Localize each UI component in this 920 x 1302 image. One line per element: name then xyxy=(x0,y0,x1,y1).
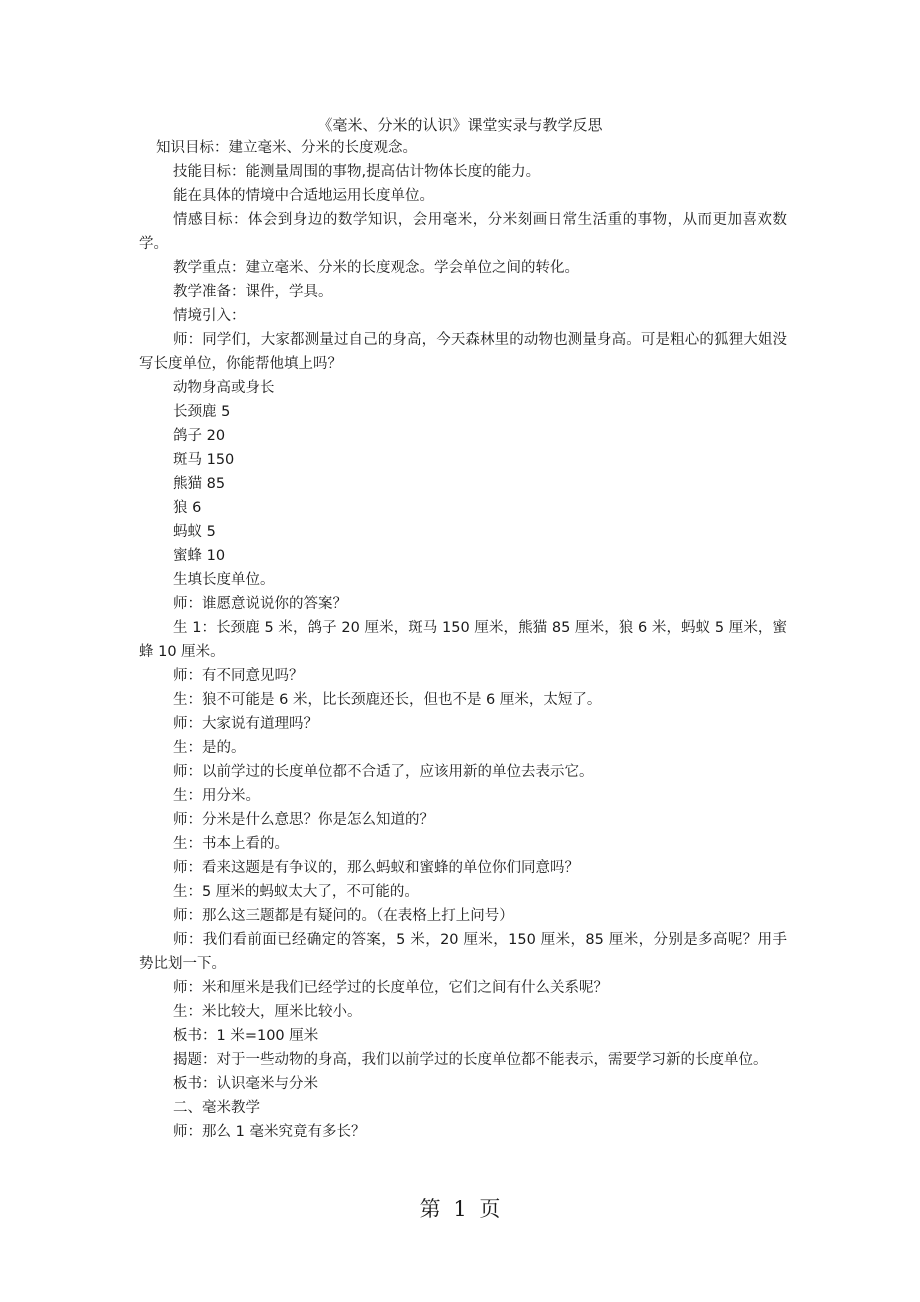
paragraph: 师：以前学过的长度单位都不合适了，应该用新的单位去表示它。 xyxy=(173,764,594,780)
paragraph: 师：同学们，大家都测量过自己的身高，今天森林里的动物也测量身高。可是粗心的狐狸大姐没写长度单位，你能帮他填上吗？ xyxy=(139,332,787,372)
paragraph: 板书：认识毫米与分米 xyxy=(173,1076,318,1092)
paragraph: 板书：1 米=100 厘米 xyxy=(173,1028,319,1044)
page-number: 第 1 页 xyxy=(419,1197,501,1221)
paragraph: 师：那么这三题都是有疑问的。（在表格上打上问号） xyxy=(173,908,514,924)
paragraph: 生：是的。 xyxy=(173,740,246,756)
paragraph: 师：大家说有道理吗？ xyxy=(173,716,318,732)
paragraph: 生：5 厘米的蚂蚁太大了，不可能的。 xyxy=(173,884,419,900)
paragraph: 情感目标：体会到身边的数学知识，会用毫米，分米刻画日常生活重的事物，从而更加喜欢数学。 xyxy=(139,212,787,252)
list-item: 鸽子 20 xyxy=(173,428,226,444)
paragraph: 知识目标：建立毫米、分米的长度观念。 xyxy=(156,140,417,156)
paragraph: 生：狼不可能是 6 米，比长颈鹿还长，但也不是 6 厘米，太短了。 xyxy=(173,692,602,708)
document-body xyxy=(139,136,787,1144)
list-item: 蜜蜂 10 xyxy=(173,548,226,564)
paragraph: 师：米和厘米是我们已经学过的长度单位，它们之间有什么关系呢？ xyxy=(173,980,608,996)
list-item: 熊猫 85 xyxy=(173,476,226,492)
paragraph: 师：那么 1 毫米究竟有多长？ xyxy=(173,1124,366,1140)
section-heading: 二、毫米教学 xyxy=(173,1100,260,1116)
paragraph: 揭题：对于一些动物的身高，我们以前学过的长度单位都不能表示，需要学习新的长度单位。 xyxy=(173,1052,768,1068)
paragraph: 生 1：长颈鹿 5 米，鸽子 20 厘米，斑马 150 厘米，熊猫 85 厘米，狼 6 米，蚂蚁 5 厘米，蜜蜂 10 厘米。 xyxy=(139,620,787,660)
paragraph: 技能目标：能测量周围的事物,提高估计物体长度的能力。 xyxy=(173,164,541,180)
paragraph: 师：谁愿意说说你的答案？ xyxy=(173,596,347,612)
paragraph: 生：书本上看的。 xyxy=(173,836,289,852)
list-item: 长颈鹿 5 xyxy=(173,404,231,420)
paragraph: 生填长度单位。 xyxy=(173,572,275,588)
paragraph: 教学重点：建立毫米、分米的长度观念。学会单位之间的转化。 xyxy=(173,260,579,276)
paragraph: 教学准备：课件，学具。 xyxy=(173,284,333,300)
paragraph: 生：米比较大，厘米比较小。 xyxy=(173,1004,362,1020)
paragraph: 师：有不同意见吗？ xyxy=(173,668,304,684)
paragraph: 能在具体的情境中合适地运用长度单位。 xyxy=(173,188,434,204)
paragraph: 情境引入： xyxy=(173,308,246,324)
list-item: 斑马 150 xyxy=(173,452,235,468)
document-title: 《毫米、分米的认识》课堂实录与教学反思 xyxy=(317,116,603,134)
list-item: 蚂蚁 5 xyxy=(173,524,216,540)
paragraph: 动物身高或身长 xyxy=(173,380,275,396)
paragraph: 生：用分米。 xyxy=(173,788,260,804)
paragraph: 师：我们看前面已经确定的答案，5 米，20 厘米，150 厘米，85 厘米，分别是多高呢？用手势比划一下。 xyxy=(139,932,787,972)
paragraph: 师：看来这题是有争议的，那么蚂蚁和蜜蜂的单位你们同意吗？ xyxy=(173,860,579,876)
list-item: 狼 6 xyxy=(173,500,202,516)
paragraph: 师：分米是什么意思？你是怎么知道的？ xyxy=(173,812,434,828)
